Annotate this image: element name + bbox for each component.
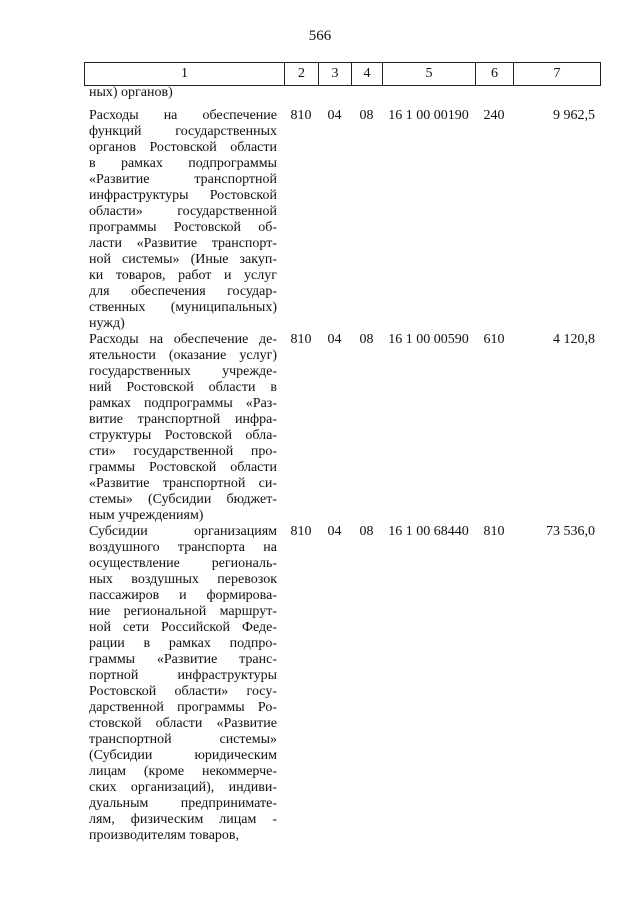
- code-ministry: 810: [290, 524, 312, 539]
- code-expense-type: 810: [483, 524, 505, 539]
- description-line: производителям товаров,: [89, 828, 240, 843]
- description-line: ственных (муниципальных): [89, 300, 277, 315]
- header-col-2: 2: [285, 63, 319, 86]
- description-line: ских организаций), индиви-: [89, 780, 277, 795]
- description-line: рации в рамках подпро-: [89, 636, 277, 651]
- header-col-4: 4: [352, 63, 383, 86]
- description-line: портной инфраструктуры: [89, 668, 277, 683]
- description-line: Расходы на обеспечение: [89, 108, 277, 123]
- description-line: Субсидии организациям: [89, 524, 277, 539]
- header-col-1: 1: [85, 63, 285, 86]
- description-line: рамках подпрограммы «Раз-: [89, 396, 277, 411]
- description-line: ных воздушных перевозок: [89, 572, 277, 587]
- description-line: «Развитие транспортной си-: [89, 476, 277, 491]
- description-line: структуры Ростовской обла-: [89, 428, 277, 443]
- description-line: (Субсидии юридическим: [89, 748, 277, 763]
- description-line: воздушного транспорта на: [89, 540, 277, 555]
- description-line: ний Ростовской области в: [89, 380, 277, 395]
- code-subsection: 08: [359, 108, 374, 123]
- code-subsection: 08: [359, 524, 374, 539]
- description-line: пассажиров и формирова-: [89, 588, 277, 603]
- description-line: граммы Ростовской области: [89, 460, 277, 475]
- amount: 73 536,0: [546, 524, 595, 539]
- description-line: лям, физическим лицам -: [89, 812, 277, 827]
- description-line: программы Ростовской об-: [89, 220, 277, 235]
- description-line: ки товаров, работ и услуг: [89, 268, 277, 283]
- code-section: 04: [327, 332, 342, 347]
- description-line: транспортной системы»: [89, 732, 277, 747]
- continuation-text: ных) органов): [89, 85, 173, 100]
- description-line: ятельности (оказание услуг): [89, 348, 277, 363]
- header-col-5: 5: [383, 63, 476, 86]
- header-col-3: 3: [319, 63, 352, 86]
- code-ministry: 810: [290, 108, 312, 123]
- code-subsection: 08: [359, 332, 374, 347]
- page-number: 566: [308, 28, 332, 44]
- code-expense-type: 240: [483, 108, 505, 123]
- description-line: стовской области «Развитие: [89, 716, 277, 731]
- description-line: нужд): [89, 316, 125, 331]
- description-line: Ростовской области» госу-: [89, 684, 277, 699]
- description-line: лицам (кроме некоммерче-: [89, 764, 277, 779]
- header-col-7: 7: [514, 63, 601, 86]
- row-description: [89, 108, 277, 332]
- description-line: стемы» (Субсидии бюджет-: [89, 492, 277, 507]
- description-line: ным учреждениям): [89, 508, 204, 523]
- description-line: государственных учрежде-: [89, 364, 277, 379]
- description-line: области» государственной: [89, 204, 277, 219]
- description-line: витие транспортной инфра-: [89, 412, 277, 427]
- description-line: граммы «Развитие транс-: [89, 652, 277, 667]
- description-line: «Развитие транспортной: [89, 172, 277, 187]
- description-line: в рамках подпрограммы: [89, 156, 277, 171]
- code-target: 16 1 00 00590: [388, 332, 469, 347]
- description-line: ной системы» (Иные закуп-: [89, 252, 277, 267]
- code-ministry: 810: [290, 332, 312, 347]
- description-line: для обеспечения государ-: [89, 284, 277, 299]
- amount: 9 962,5: [553, 108, 595, 123]
- code-section: 04: [327, 524, 342, 539]
- description-line: дарственной программы Ро-: [89, 700, 277, 715]
- description-line: дуальным предпринимате-: [89, 796, 277, 811]
- amount: 4 120,8: [553, 332, 595, 347]
- description-line: инфраструктуры Ростовской: [89, 188, 277, 203]
- header-col-6: 6: [476, 63, 514, 86]
- table-header: [84, 62, 601, 86]
- code-target: 16 1 00 00190: [388, 108, 469, 123]
- description-line: сти» государственной про-: [89, 444, 277, 459]
- description-line: ласти «Развитие транспорт-: [89, 236, 277, 251]
- description-line: Расходы на обеспечение де-: [89, 332, 277, 347]
- code-target: 16 1 00 68440: [388, 524, 469, 539]
- code-expense-type: 610: [483, 332, 505, 347]
- description-line: функций государственных: [89, 124, 277, 139]
- description-line: осуществление региональ-: [89, 556, 277, 571]
- description-line: органов Ростовской области: [89, 140, 277, 155]
- code-section: 04: [327, 108, 342, 123]
- row-description: [89, 332, 277, 524]
- row-description: [89, 524, 277, 844]
- description-line: ние региональной маршрут-: [89, 604, 277, 619]
- description-line: ной сети Российской Феде-: [89, 620, 277, 635]
